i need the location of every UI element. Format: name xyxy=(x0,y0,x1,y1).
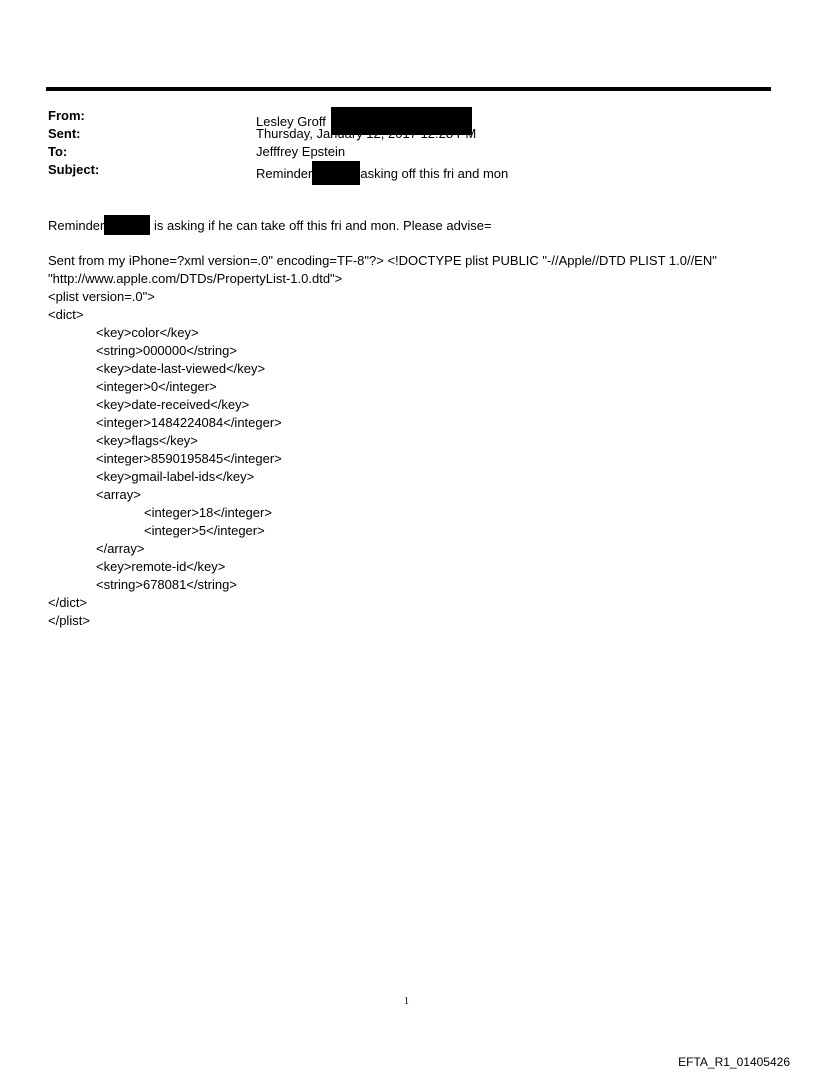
redaction-box xyxy=(104,215,150,235)
plist-line: </dict> xyxy=(48,595,88,610)
header-rule xyxy=(46,87,771,91)
plist-line: <integer>1484224084</integer> xyxy=(96,415,282,430)
plist-line: <key>date-last-viewed</key> xyxy=(96,361,266,376)
to-value: Jefffrey Epstein xyxy=(256,144,346,159)
body-text-after: is asking if he can take off this fri and mon. Please advise= xyxy=(153,218,492,233)
subject-text-before: Reminder xyxy=(256,166,313,181)
sent-label: Sent: xyxy=(48,126,81,141)
to-label: To: xyxy=(48,144,68,159)
subject-label: Subject: xyxy=(48,162,100,177)
body-line-3: "http://www.apple.com/DTDs/PropertyList-1.0.dtd"> xyxy=(48,271,343,286)
plist-line: <plist version=.0"> xyxy=(48,289,155,304)
bates-number: EFTA_R1_01405426 xyxy=(678,1055,790,1069)
plist-line: <dict> xyxy=(48,307,84,322)
plist-line: </plist> xyxy=(48,613,90,628)
plist-line: </array> xyxy=(96,541,145,556)
plist-line: <key>color</key> xyxy=(96,325,199,340)
plist-line: <integer>0</integer> xyxy=(96,379,217,394)
subject-value xyxy=(256,161,508,185)
plist-line: <integer>8590195845</integer> xyxy=(96,451,282,466)
page-number: 1 xyxy=(404,996,409,1007)
from-name: Lesley Groff xyxy=(256,114,326,129)
plist-line: <integer>18</integer> xyxy=(144,505,272,520)
plist-line: <key>date-received</key> xyxy=(96,397,250,412)
body-text-before: Reminder xyxy=(48,218,105,233)
plist-line: <key>flags</key> xyxy=(96,433,198,448)
redaction-box xyxy=(312,161,360,185)
plist-line: <key>gmail-label-ids</key> xyxy=(96,469,255,484)
plist-line: <string>000000</string> xyxy=(96,343,237,358)
plist-line: <integer>5</integer> xyxy=(144,523,265,538)
plist-line: <array> xyxy=(96,487,141,502)
body-line-1 xyxy=(48,215,492,235)
from-label: From: xyxy=(48,108,85,123)
plist-line: <string>678081</string> xyxy=(96,577,237,592)
sent-value: Thursday, January 12, 2017 12:28 PM xyxy=(256,126,477,141)
subject-text-after: asking off this fri and mon xyxy=(360,166,509,181)
body-line-2: Sent from my iPhone=?xml version=.0" encoding=TF-8"?> <!DOCTYPE plist PUBLIC "-//Apple//DTD PLIST 1.0//EN" xyxy=(48,253,717,268)
plist-line: <key>remote-id</key> xyxy=(96,559,226,574)
